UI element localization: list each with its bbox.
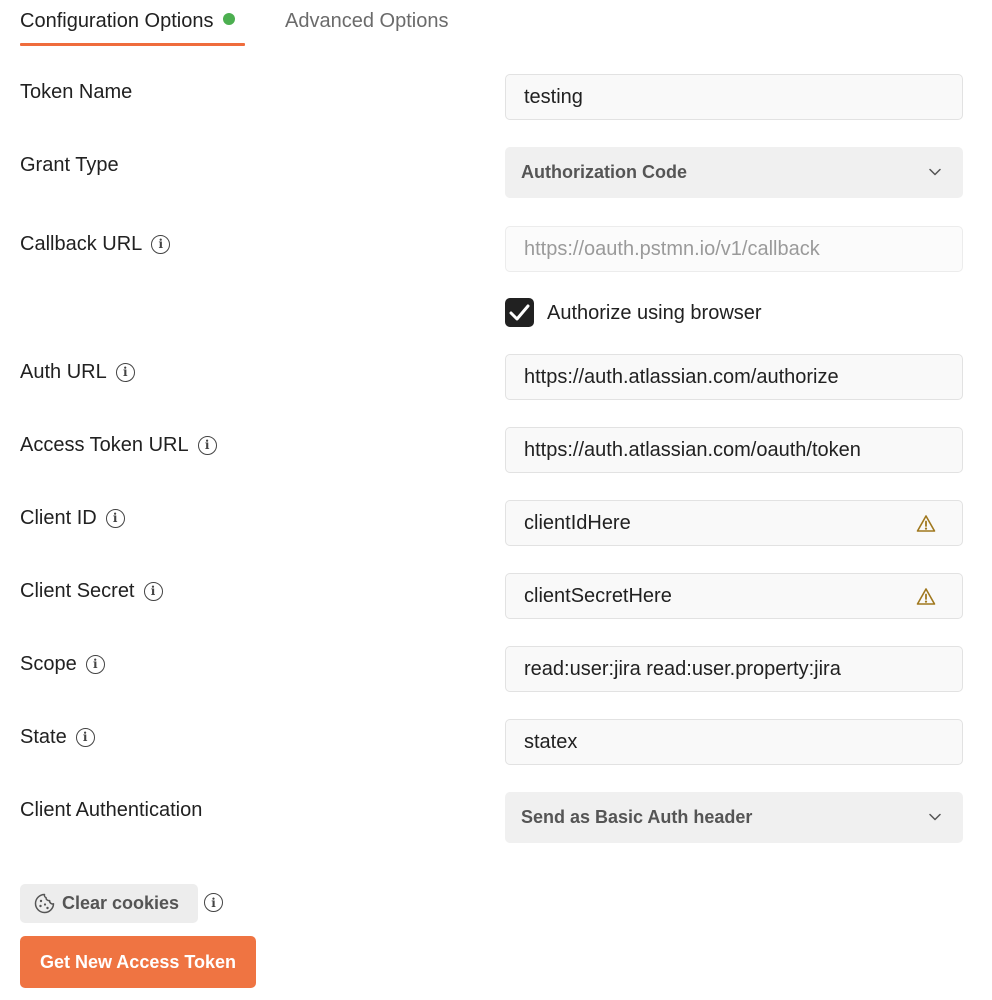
client-secret-label: [20, 578, 163, 604]
callback-url-input[interactable]: https://oauth.pstmn.io/v1/callback: [505, 226, 963, 272]
tab-bar: [0, 0, 992, 50]
client-authentication-label-text: Client Authentication: [20, 799, 203, 821]
access-token-url-label-text: Access Token URL: [20, 434, 189, 456]
client-authentication-label: [20, 797, 202, 823]
callback-url-label: [20, 231, 170, 257]
grant-type-value: Authorization Code: [521, 162, 687, 182]
client-authentication-value: Send as Basic Auth header: [521, 807, 753, 827]
token-name-label: [20, 79, 132, 105]
auth-url-input[interactable]: https://auth.atlassian.com/authorize: [505, 354, 963, 400]
client-id-input[interactable]: [505, 500, 963, 546]
client-authentication-select[interactable]: [505, 792, 963, 843]
auth-url-label: [20, 359, 135, 385]
tab-configuration-label: Configuration Options: [20, 10, 214, 32]
authorize-browser-checkbox[interactable]: [505, 298, 534, 327]
authorize-browser-label: Authorize using browser: [547, 302, 762, 324]
client-id-value: clientIdHere: [524, 512, 631, 534]
grant-type-label-text: Grant Type: [20, 154, 119, 176]
chevron-down-icon: [929, 811, 941, 823]
scope-input[interactable]: read:user:jira read:user.property:jira: [505, 646, 963, 692]
warning-icon[interactable]: [916, 514, 936, 534]
active-tab-indicator: [20, 43, 245, 46]
info-icon[interactable]: i: [204, 893, 223, 912]
info-icon[interactable]: i: [86, 655, 105, 674]
status-dot: [223, 13, 235, 25]
grant-type-label: [20, 152, 119, 178]
info-icon[interactable]: i: [151, 235, 170, 254]
access-token-url-input[interactable]: https://auth.atlassian.com/oauth/token: [505, 427, 963, 473]
client-secret-value: clientSecretHere: [524, 585, 672, 607]
client-id-label: [20, 505, 125, 531]
info-icon[interactable]: i: [76, 728, 95, 747]
check-icon: [509, 303, 530, 322]
client-id-label-text: Client ID: [20, 507, 97, 529]
access-token-url-label: [20, 432, 217, 458]
token-name-label-text: Token Name: [20, 81, 133, 103]
info-icon[interactable]: i: [144, 582, 163, 601]
scope-label: [20, 651, 105, 677]
info-icon[interactable]: i: [116, 363, 135, 382]
state-label-text: State: [20, 726, 67, 748]
callback-url-label-text: Callback URL: [20, 233, 143, 255]
info-icon[interactable]: i: [106, 509, 125, 528]
cookie-icon: [34, 893, 55, 914]
tab-advanced-options[interactable]: Advanced Options: [285, 10, 449, 32]
client-secret-label-text: Client Secret: [20, 580, 135, 602]
clear-cookies-label: Clear cookies: [62, 893, 180, 913]
info-icon[interactable]: i: [198, 436, 217, 455]
state-label: [20, 724, 95, 750]
scope-label-text: Scope: [20, 653, 77, 675]
grant-type-select[interactable]: [505, 147, 963, 198]
client-secret-input[interactable]: [505, 573, 963, 619]
token-name-input[interactable]: testing: [505, 74, 963, 120]
tab-configuration-options[interactable]: [20, 8, 235, 34]
state-input[interactable]: statex: [505, 719, 963, 765]
auth-url-label-text: Auth URL: [20, 361, 107, 383]
clear-cookies-button[interactable]: [20, 884, 198, 923]
warning-icon[interactable]: [916, 587, 936, 607]
chevron-down-icon: [929, 166, 941, 178]
get-new-access-token-button[interactable]: Get New Access Token: [20, 936, 256, 988]
